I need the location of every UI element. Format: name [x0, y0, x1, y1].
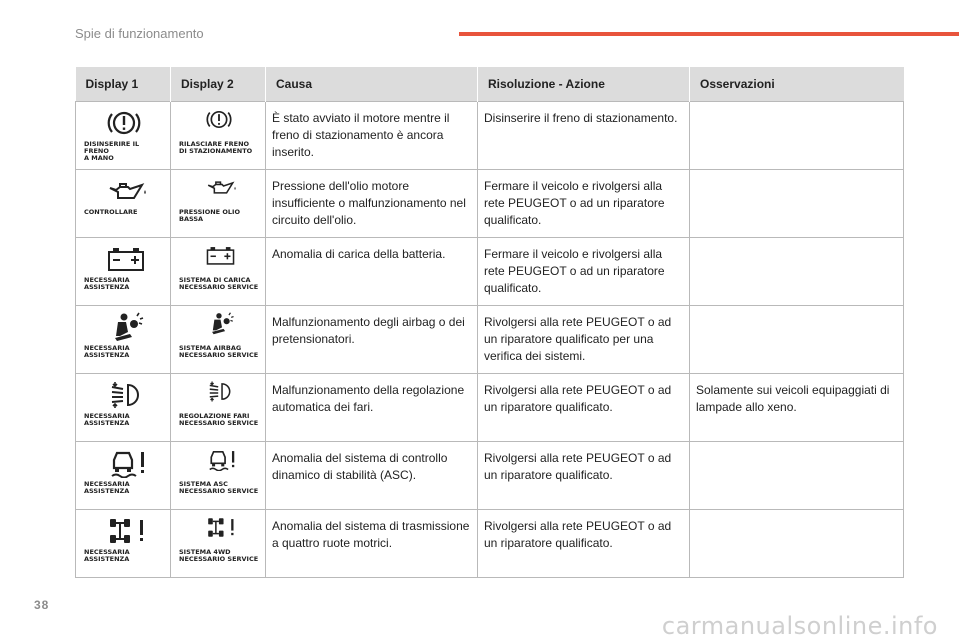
display-1-label: CONTROLLARE — [84, 208, 138, 216]
display-2-label: RILASCIARE FRENO DI STAZIONAMENTO — [179, 140, 253, 155]
brake-warning-icon — [106, 108, 166, 138]
battery-icon — [106, 244, 166, 274]
page-number: 38 — [34, 598, 50, 612]
column-header: Risoluzione - Azione — [478, 67, 690, 102]
column-header: Display 1 — [76, 67, 171, 102]
column-header: Causa — [266, 67, 478, 102]
headlamp-leveling-icon — [106, 380, 166, 410]
osservazioni-cell — [690, 306, 904, 374]
display-1-cell — [76, 442, 171, 510]
display-1-label: NECESSARIA ASSISTENZA — [84, 480, 130, 495]
column-header: Osservazioni — [690, 67, 904, 102]
warning-lights-table — [75, 67, 904, 578]
azione-cell: Rivolgersi alla rete PEUGEOT o ad un riparatore qualificato. — [478, 442, 690, 510]
display-2-cell — [171, 306, 266, 374]
table-row — [76, 102, 904, 170]
oil-can-icon — [106, 176, 166, 206]
azione-cell: Rivolgersi alla rete PEUGEOT o ad un riparatore qualificato. — [478, 374, 690, 442]
display-1-label: DISINSERIRE IL FRENO A MANO — [84, 140, 140, 162]
header-accent-bar — [459, 32, 959, 36]
causa-cell: Pressione dell'olio motore insufficiente o malfunzionamento nel circuito dell'olio. — [266, 170, 478, 238]
display-2-cell — [171, 510, 266, 578]
azione-cell: Fermare il veicolo e rivolgersi alla rete PEUGEOT o ad un riparatore qualificato. — [478, 170, 690, 238]
display-2-label: PRESSIONE OLIO BASSA — [179, 208, 240, 223]
airbag-icon — [106, 312, 166, 342]
column-header: Display 2 — [171, 67, 266, 102]
display-1-label: NECESSARIA ASSISTENZA — [84, 412, 130, 427]
4wd-icon — [205, 516, 261, 546]
display-1-cell — [76, 170, 171, 238]
asc-icon — [205, 448, 261, 478]
display-2-label: REGOLAZIONE FARI NECESSARIO SERVICE — [179, 412, 259, 427]
display-2-cell — [171, 170, 266, 238]
asc-icon — [106, 448, 166, 478]
display-2-cell — [171, 442, 266, 510]
battery-icon — [205, 244, 261, 274]
osservazioni-cell: Solamente sui veicoli equipaggiati di lampade allo xeno. — [690, 374, 904, 442]
osservazioni-cell — [690, 102, 904, 170]
azione-cell: Rivolgersi alla rete PEUGEOT o ad un riparatore qualificato. — [478, 510, 690, 578]
display-2-cell — [171, 238, 266, 306]
table-row — [76, 306, 904, 374]
table-row — [76, 170, 904, 238]
display-1-label: NECESSARIA ASSISTENZA — [84, 344, 130, 359]
causa-cell: Malfunzionamento degli airbag o dei pretensionatori. — [266, 306, 478, 374]
display-2-label: SISTEMA AIRBAG NECESSARIO SERVICE — [179, 344, 259, 359]
table-row — [76, 374, 904, 442]
display-1-cell — [76, 306, 171, 374]
display-2-label: SISTEMA DI CARICA NECESSARIO SERVICE — [179, 276, 259, 291]
display-1-cell — [76, 374, 171, 442]
display-2-label: SISTEMA ASC NECESSARIO SERVICE — [179, 480, 259, 495]
causa-cell: Anomalia del sistema di controllo dinamico di stabilità (ASC). — [266, 442, 478, 510]
causa-cell: Malfunzionamento della regolazione automatica dei fari. — [266, 374, 478, 442]
causa-cell: È stato avviato il motore mentre il freno di stazionamento è ancora inserito. — [266, 102, 478, 170]
display-1-cell — [76, 102, 171, 170]
table-header-row — [76, 67, 904, 102]
4wd-icon — [106, 516, 166, 546]
osservazioni-cell — [690, 510, 904, 578]
table-row — [76, 442, 904, 510]
brake-warning-icon — [205, 108, 261, 138]
azione-cell: Disinserire il freno di stazionamento. — [478, 102, 690, 170]
table-row — [76, 510, 904, 578]
display-1-label: NECESSARIA ASSISTENZA — [84, 548, 130, 563]
display-2-cell — [171, 102, 266, 170]
display-2-label: SISTEMA 4WD NECESSARIO SERVICE — [179, 548, 259, 563]
section-title: Spie di funzionamento — [75, 26, 204, 41]
osservazioni-cell — [690, 238, 904, 306]
display-2-cell — [171, 374, 266, 442]
osservazioni-cell — [690, 442, 904, 510]
airbag-icon — [205, 312, 261, 342]
display-1-cell — [76, 510, 171, 578]
watermark: carmanualsonline.info — [661, 612, 938, 640]
display-1-cell — [76, 238, 171, 306]
headlamp-leveling-icon — [205, 380, 261, 410]
azione-cell: Rivolgersi alla rete PEUGEOT o ad un riparatore qualificato per una verifica dei sistemi. — [478, 306, 690, 374]
azione-cell: Fermare il veicolo e rivolgersi alla rete PEUGEOT o ad un riparatore qualificato. — [478, 238, 690, 306]
causa-cell: Anomalia di carica della batteria. — [266, 238, 478, 306]
table-row — [76, 238, 904, 306]
display-1-label: NECESSARIA ASSISTENZA — [84, 276, 130, 291]
causa-cell: Anomalia del sistema di trasmissione a quattro ruote motrici. — [266, 510, 478, 578]
osservazioni-cell — [690, 170, 904, 238]
oil-can-icon — [205, 176, 261, 206]
